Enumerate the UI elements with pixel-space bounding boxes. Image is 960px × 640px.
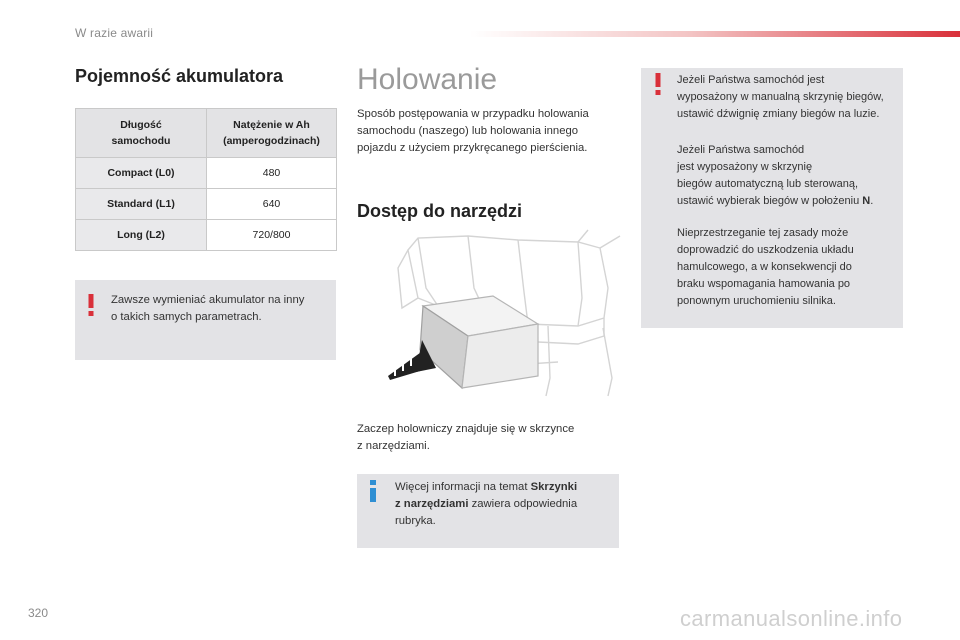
table-cell-label: Long (L2) — [76, 220, 207, 251]
table-row — [76, 220, 337, 251]
towing-title: Holowanie — [357, 63, 498, 96]
tools-title: Dostęp do narzędzi — [357, 201, 523, 221]
table-cell-value: 640 — [207, 189, 337, 220]
warning-icon — [88, 294, 94, 316]
warning-icon — [655, 73, 661, 95]
table-cell-label: Compact (L0) — [76, 158, 207, 189]
towing-info-box — [357, 474, 619, 548]
gearbox-warning-p3: Nieprzestrzeganie tej zasady może doprowadzić do uszkodzenia układu hamulcowego, a w konsekwencji do braku wspomagania hamowania po ponownym uruchomieniu silnika. — [677, 227, 854, 307]
gearbox-warning-p2: Jeżeli Państwa samochód jest wyposażony w skrzynię biegów automatyczną lub sterowaną, ustawić wybierak biegów w położeniu N. — [677, 144, 874, 207]
towing-intro: Sposób postępowania w przypadku holowania samochodu (naszego) lub holowania innego pojazdu z użyciem przykręcanego pierścienia. — [357, 108, 589, 154]
battery-title: Pojemność akumulatora — [75, 66, 284, 86]
section-header: W razie awarii — [75, 26, 154, 40]
towing-hook-text: Zaczep holowniczy znajduje się w skrzynce z narzędziami. — [357, 423, 575, 452]
page-number: 320 — [28, 606, 49, 620]
table-header-row — [76, 109, 337, 158]
table-cell-value: 720/800 — [207, 220, 337, 251]
table-row — [76, 189, 337, 220]
info-icon — [369, 480, 377, 502]
table-cell-value: 480 — [207, 158, 337, 189]
table-header-capacity: Natężenie w Ah (amperogodzinach) — [207, 109, 337, 158]
battery-warning-box — [75, 280, 336, 360]
towing-info-text: Więcej informacji na temat Skrzynki z narzędziami zawiera odpowiednia rubryka. — [395, 481, 578, 527]
header-gradient-bar — [470, 31, 960, 37]
battery-capacity-table — [75, 108, 337, 251]
gearbox-warning-p1: Jeżeli Państwa samochód jest wyposażony w manualną skrzynię biegów, ustawić dźwignię zmiany biegów na luzie. — [677, 74, 884, 120]
watermark-site: carmanualsonline.info — [680, 606, 903, 631]
seat-toolbox-illustration — [378, 228, 623, 398]
battery-warning-text: Zawsze wymieniać akumulator na inny o takich samych parametrach. — [111, 294, 305, 323]
table-header-length: Długość samochodu — [76, 109, 207, 158]
table-row — [76, 158, 337, 189]
gearbox-warning-box — [641, 68, 903, 328]
table-cell-label: Standard (L1) — [76, 189, 207, 220]
